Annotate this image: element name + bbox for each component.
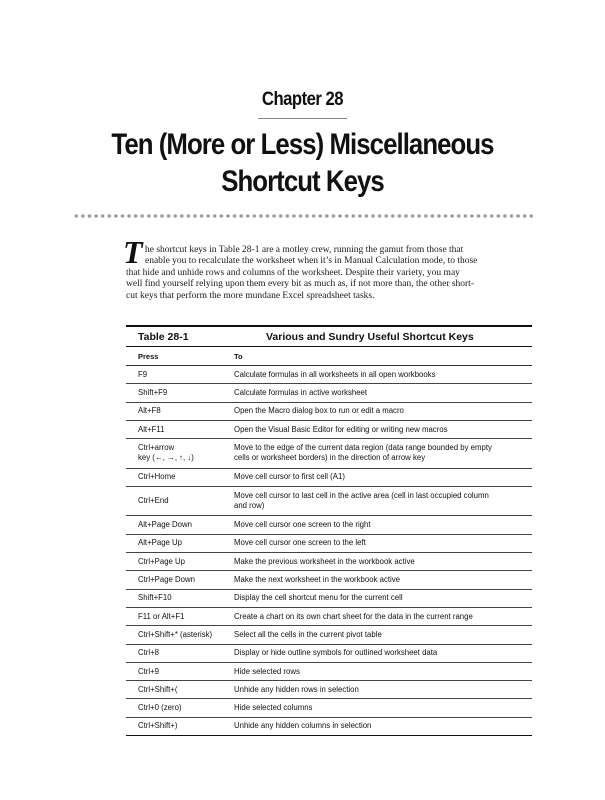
shortcut-action-text: Hide selected columns <box>234 703 313 713</box>
shortcut-key-text: Shift+F9 <box>138 387 168 397</box>
table-row <box>126 469 532 487</box>
shortcut-key-cell <box>126 443 234 463</box>
shortcut-action-cell <box>234 472 532 482</box>
shortcut-action-cell <box>234 612 532 622</box>
shortcut-key-text: Ctrl+Shift+* (asterisk) <box>138 629 213 639</box>
shortcut-key-cell <box>126 667 234 677</box>
shortcut-action-cell <box>234 388 532 398</box>
shortcut-key-cell <box>126 593 234 603</box>
shortcut-key-text: Ctrl+End <box>138 496 169 506</box>
shortcut-key-text: Ctrl+arrow <box>138 443 175 453</box>
column-header-press: Press <box>138 351 159 361</box>
shortcut-key-text: Ctrl+Shift+) <box>138 721 178 731</box>
shortcut-action-cell <box>234 557 532 567</box>
shortcut-action-text: and row) <box>234 501 265 511</box>
table-row <box>126 663 532 681</box>
table-row <box>126 403 532 421</box>
shortcut-key-cell <box>126 612 234 622</box>
table-row <box>126 608 532 626</box>
shortcut-key-text: Ctrl+8 <box>138 648 160 658</box>
shortcut-key-cell <box>126 370 234 380</box>
shortcut-action-cell <box>234 685 532 695</box>
shortcut-action-cell <box>234 370 532 380</box>
shortcut-key-text: Alt+Page Down <box>138 520 192 530</box>
table-number: Table 28-1 <box>138 330 189 343</box>
shortcut-action-text: Move cell cursor to first cell (A1) <box>234 472 345 482</box>
shortcut-key-text: F9 <box>138 369 148 379</box>
table-header-row <box>126 347 532 366</box>
table-row <box>126 590 532 608</box>
shortcut-action-text: Select all the cells in the current pivot table <box>234 629 382 639</box>
shortcut-key-text: Alt+Page Up <box>138 538 182 548</box>
shortcut-action-text: Unhide any hidden rows in selection <box>234 684 359 694</box>
shortcut-action-text: Create a chart on its own chart sheet for the data in the current range <box>234 611 473 621</box>
table-row <box>126 626 532 644</box>
column-header-to: To <box>234 351 243 361</box>
shortcut-action-cell <box>234 721 532 731</box>
shortcut-action-cell <box>234 538 532 548</box>
table-row <box>126 718 532 736</box>
shortcut-table <box>126 325 532 736</box>
shortcut-key-cell <box>126 538 234 548</box>
shortcut-action-text: Make the previous worksheet in the workbook active <box>234 556 415 566</box>
shortcut-action-text: Hide selected rows <box>234 666 300 676</box>
shortcut-key-cell <box>126 703 234 713</box>
chapter-title <box>0 126 605 200</box>
table-row <box>126 384 532 402</box>
shortcut-action-text: Display or hide outline symbols for outlined worksheet data <box>234 648 438 658</box>
shortcut-key-cell <box>126 630 234 640</box>
shortcut-action-text: Move cell cursor one screen to the right <box>234 520 371 530</box>
shortcut-action-cell <box>234 703 532 713</box>
shortcut-action-text: Move cell cursor one screen to the left <box>234 538 366 548</box>
shortcut-key-cell <box>126 557 234 567</box>
shortcut-key-text: Alt+F11 <box>138 424 165 434</box>
shortcut-key-text: Ctrl+Page Down <box>138 575 195 585</box>
shortcut-action-cell <box>234 648 532 658</box>
shortcut-action-cell <box>234 520 532 530</box>
drop-cap: T <box>123 234 143 270</box>
shortcut-key-text: Ctrl+Page Up <box>138 556 186 566</box>
table-row <box>126 535 532 553</box>
shortcut-key-cell <box>126 520 234 530</box>
table-title: Various and Sundry Useful Shortcut Keys <box>266 330 474 343</box>
shortcut-action-text: Open the Macro dialog box to run or edit a macro <box>234 406 404 416</box>
shortcut-key-text: Ctrl+Shift+( <box>138 684 178 694</box>
shortcut-key-text: key (←, →, ↑, ↓) <box>138 453 194 463</box>
shortcut-key-cell <box>126 648 234 658</box>
dotted-divider <box>73 213 533 219</box>
shortcut-key-text: Ctrl+Home <box>138 472 176 482</box>
shortcut-key-cell <box>126 575 234 585</box>
intro-line: that hide and unhide rows and columns of the worksheet. Despite their variety, you may <box>126 267 460 278</box>
shortcut-action-text: Unhide any hidden columns in selection <box>234 721 372 731</box>
shortcut-key-text: Ctrl+0 (zero) <box>138 703 182 713</box>
shortcut-key-text: Ctrl+9 <box>138 666 160 676</box>
table-row <box>126 439 532 469</box>
shortcut-action-cell <box>234 406 532 416</box>
table-row <box>126 571 532 589</box>
shortcut-action-cell <box>234 667 532 677</box>
shortcut-key-cell <box>126 721 234 731</box>
intro-paragraph <box>126 245 532 302</box>
table-row <box>126 421 532 439</box>
shortcut-key-cell <box>126 496 234 506</box>
shortcut-key-cell <box>126 685 234 695</box>
chapter-title-line-2: Shortcut Keys <box>221 165 384 198</box>
chapter-rule <box>258 118 347 119</box>
table-row <box>126 553 532 571</box>
shortcut-key-cell <box>126 472 234 482</box>
shortcut-action-cell <box>234 630 532 640</box>
shortcut-action-text: cells or worksheet borders) in the direction of arrow key <box>234 453 426 463</box>
shortcut-key-text: F11 or Alt+F1 <box>138 611 185 621</box>
shortcut-action-text: Make the next worksheet in the workbook active <box>234 575 400 585</box>
table-caption <box>126 327 532 347</box>
table-body <box>126 366 532 736</box>
intro-line: well find yourself relying upon them every bit as much as, if not more than, the other short- <box>126 279 474 290</box>
shortcut-action-text: Calculate formulas in all worksheets in all open workbooks <box>234 369 436 379</box>
table-row <box>126 681 532 699</box>
shortcut-action-cell <box>234 443 532 463</box>
table-row <box>126 366 532 384</box>
table-row <box>126 516 532 534</box>
shortcut-key-cell <box>126 406 234 416</box>
shortcut-key-cell <box>126 425 234 435</box>
shortcut-action-cell <box>234 491 532 511</box>
shortcut-action-text: Move to the edge of the current data region (data range bounded by empty <box>234 443 492 453</box>
shortcut-key-text: Alt+F8 <box>138 406 161 416</box>
shortcut-action-cell <box>234 425 532 435</box>
shortcut-action-text: Display the cell shortcut menu for the current cell <box>234 593 403 603</box>
chapter-title-line-1: Ten (More or Less) Miscellaneous <box>111 128 494 161</box>
intro-line: he shortcut keys in Table 28-1 are a motley crew, running the gamut from those that <box>145 245 464 255</box>
intro-line: enable you to recalculate the worksheet when it’s in Manual Calculation mode, to those <box>145 256 478 267</box>
intro-line: cut keys that perform the more mundane Excel spreadsheet tasks. <box>126 290 375 301</box>
table-row <box>126 487 532 517</box>
shortcut-key-text: Shift+F10 <box>138 593 172 603</box>
shortcut-action-cell <box>234 593 532 603</box>
shortcut-action-text: Open the Visual Basic Editor for editing or writing new macros <box>234 424 448 434</box>
chapter-label: Chapter 28 <box>261 89 344 110</box>
shortcut-action-text: Move cell cursor to last cell in the active area (cell in last occupied column <box>234 491 489 501</box>
table-row <box>126 699 532 717</box>
shortcut-key-cell <box>126 388 234 398</box>
table-row <box>126 645 532 663</box>
shortcut-action-text: Calculate formulas in active worksheet <box>234 387 368 397</box>
shortcut-action-cell <box>234 575 532 585</box>
